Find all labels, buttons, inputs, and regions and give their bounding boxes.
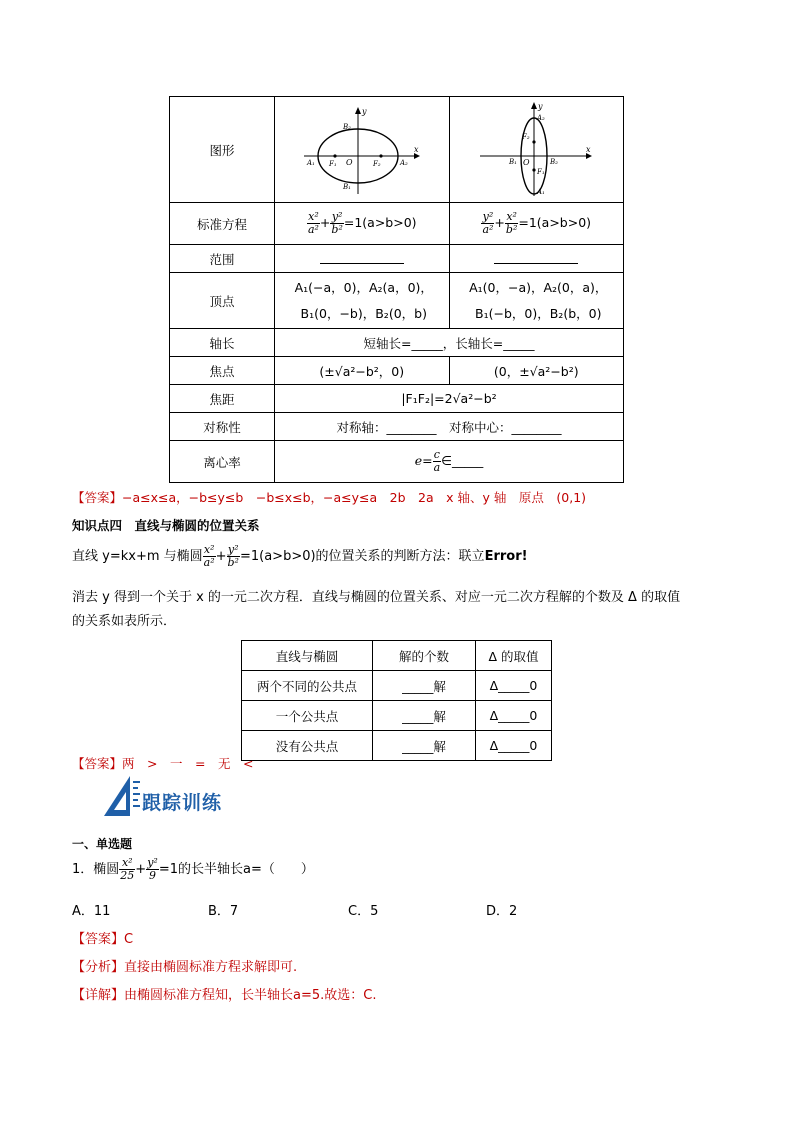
section-4-title: 知识点四 直线与椭圆的位置关系 <box>72 518 260 533</box>
axis-length-text: 短轴长=_____，长轴长=_____ <box>275 329 624 357</box>
tracking-practice-banner <box>100 770 230 818</box>
svg-text:B₂: B₂ <box>342 122 351 131</box>
row-label-sym: 对称性 <box>170 413 275 441</box>
t2-header-delta: Δ 的取值 <box>476 641 552 671</box>
svg-text:y: y <box>538 101 543 111</box>
vertical-ellipse-diagram <box>449 97 624 203</box>
focus-left: (±√a²−b²，0) <box>275 357 450 385</box>
svg-text:y: y <box>361 106 367 116</box>
svg-text:A₁: A₁ <box>537 187 546 196</box>
t2-header-solutions: 解的个数 <box>373 641 476 671</box>
svg-text:x: x <box>586 144 591 154</box>
option-c[interactable]: C．5 <box>348 904 379 919</box>
row-label-vertex: 顶点 <box>170 273 275 329</box>
range-blank-right <box>449 245 624 273</box>
row-label-ecc: 离心率 <box>170 441 275 483</box>
answer-1: 【答案】−a≤x≤a，−b≤y≤b −b≤x≤b，−a≤y≤a 2b 2a x 轴、y 轴 原点 (0,1) <box>72 490 587 505</box>
t2-row-1-delta: Δ_____0 <box>476 671 552 701</box>
svg-text:F₁: F₁ <box>537 167 545 176</box>
row-label-range: 范围 <box>170 245 275 273</box>
svg-text:B₁: B₁ <box>342 182 351 191</box>
eccentricity-text: e= $\frac{c}{a}$ ∈_____ <box>275 441 624 483</box>
row-label-focus: 焦点 <box>170 357 275 385</box>
focus-right: (0，±√a²−b²) <box>449 357 624 385</box>
q1-analysis: 【分析】直接由椭圆标准方程求解即可. <box>72 960 298 975</box>
section-4-line-1: 直线 y=kx+m 与椭圆 $\frac{\text{x²}}{\text{a²}}$ + $\frac{\text{y²}}{\text{b²}}$ =1(a>b>0)的位置关系的判断方法：联立Error! <box>72 543 528 569</box>
line-ellipse-relation-table <box>241 640 552 761</box>
row-label-axis: 轴长 <box>170 329 275 357</box>
t2-row-3-delta: Δ_____0 <box>476 731 552 761</box>
t2-row-3-solutions: _____解 <box>373 731 476 761</box>
std-eq-vertical: $\frac{\text{y²}}{\text{a²}}$ + $\frac{\text{x²}}{\text{b²}}$ =1(a>b>0) <box>449 203 624 245</box>
option-d[interactable]: D．2 <box>486 904 518 919</box>
svg-text:A₂: A₂ <box>537 113 546 122</box>
svg-text:F₂: F₂ <box>372 159 381 168</box>
row-label-graph: 图形 <box>170 97 275 203</box>
set-square-icon <box>100 772 148 818</box>
vertex-left: A₁(−a，0)，A₂(a，0)， B₁(0，−b)，B₂(0，b) <box>275 273 450 329</box>
t2-row-2-delta: Δ_____0 <box>476 701 552 731</box>
banner-title: 跟踪训练 <box>142 792 223 814</box>
section-single-choice: 一、单选题 <box>72 837 133 851</box>
t2-row-2-relation: 一个公共点 <box>242 701 373 731</box>
range-blank-left <box>275 245 450 273</box>
svg-text:O: O <box>523 157 530 167</box>
q1-answer: 【答案】C <box>72 932 134 947</box>
answer-2: 【答案】两 > 一 = 无 < <box>72 756 254 771</box>
svg-text:F₁: F₁ <box>328 159 337 168</box>
question-1: 1．椭圆 $\frac{\text{x²}}{25}$ + $\frac{\text{y²}}{9}$ =1的长半轴长a=（ ） <box>72 856 314 882</box>
svg-text:O: O <box>345 157 353 167</box>
svg-text:A₁: A₁ <box>306 158 315 167</box>
t2-row-1-relation: 两个不同的公共点 <box>242 671 373 701</box>
ellipse-properties-table <box>169 96 624 483</box>
vertex-right: A₁(0，−a)，A₂(0，a)， B₁(−b，0)，B₂(b，0) <box>449 273 624 329</box>
t2-row-1-solutions: _____解 <box>373 671 476 701</box>
q1-detail: 【详解】由椭圆标准方程知，长半轴长a=5.故选：C. <box>72 988 377 1003</box>
std-eq-horizontal: $\frac{\text{x²}}{\text{a²}}$ + $\frac{\text{y²}}{\text{b²}}$ =1(a>b>0) <box>275 203 450 245</box>
focal-distance-text: |F₁F₂|=2√a²−b² <box>275 385 624 413</box>
svg-text:A₂: A₂ <box>399 158 408 167</box>
horizontal-ellipse-diagram <box>275 97 450 203</box>
t2-row-2-solutions: _____解 <box>373 701 476 731</box>
row-label-std-eq: 标准方程 <box>170 203 275 245</box>
row-label-focal: 焦距 <box>170 385 275 413</box>
t2-header-relation: 直线与椭圆 <box>242 641 373 671</box>
section-4-paragraph: 消去 y 得到一个关于 x 的一元二次方程．直线与椭圆的位置关系、对应一元二次方程解的个数及 Δ 的取值 的关系如表所示． <box>72 590 681 629</box>
svg-text:x: x <box>413 144 419 154</box>
svg-text:B₁: B₁ <box>509 157 518 166</box>
option-b[interactable]: B．7 <box>208 904 239 919</box>
t2-row-3-relation: 没有公共点 <box>242 731 373 761</box>
option-a[interactable]: A．11 <box>72 904 111 919</box>
svg-text:F₂: F₂ <box>522 132 530 141</box>
symmetry-text: 对称轴：________ 对称中心：________ <box>275 413 624 441</box>
svg-text:B₂: B₂ <box>550 157 559 166</box>
